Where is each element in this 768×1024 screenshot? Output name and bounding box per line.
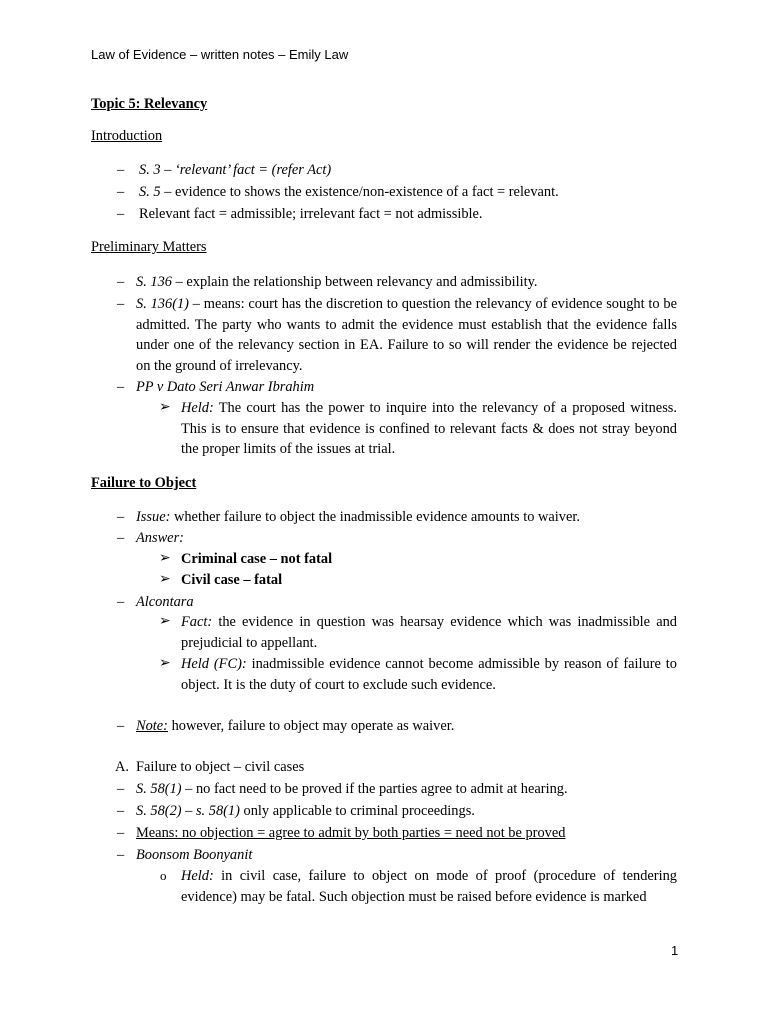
dash-bullet: – xyxy=(117,847,125,863)
s136-1-item: S. 136(1) – means: court has the discretion to question the relevancy of evidence sought to be admitted. The party who wants to admit the evidence must establish that the evidence falls under one of the relevancy section in EA. Failure to so will render the evidence be rejected on the ground of irrelevancy. xyxy=(136,296,677,374)
arrow-bullet-icon: ➢ xyxy=(159,551,171,566)
failure-to-object-heading: Failure to Object xyxy=(91,475,197,491)
intro-item-2: S. 5 – evidence to shows the existence/non-existence of a fact = relevant. xyxy=(139,184,559,200)
arrow-bullet-icon: ➢ xyxy=(159,400,171,415)
alcontara-held: Held (FC): inadmissible evidence cannot become admissible by reason of failure to object. It is the duty of court to exclude such evidence. xyxy=(181,656,677,693)
case-alcontara: Alcontara xyxy=(136,594,194,610)
introduction-heading: Introduction xyxy=(91,128,163,144)
intro-item-3: Relevant fact = admissible; irrelevant fact = not admissible. xyxy=(139,206,483,222)
topic-title: Topic 5: Relevancy xyxy=(91,96,208,112)
dash-bullet: – xyxy=(117,296,125,312)
dash-bullet: – xyxy=(117,379,125,395)
dash-bullet: – xyxy=(117,803,125,819)
s58-2-item: S. 58(2) – s. 58(1) only applicable to criminal proceedings. xyxy=(136,803,475,819)
note-item: Note: however, failure to object may operate as waiver. xyxy=(136,718,455,734)
answer-civil: Civil case – fatal xyxy=(181,572,283,588)
s58-1-item: S. 58(1) – no fact need to be proved if the parties agree to admit at hearing. xyxy=(136,781,568,797)
answer-label: Answer: xyxy=(136,530,184,546)
section-marker: A. xyxy=(115,759,129,775)
s136-item: S. 136 – explain the relationship between relevancy and admissibility. xyxy=(136,274,538,290)
alcontara-fact: Fact: the evidence in question was hearsay evidence which was inadmissible and prejudicial to appellant. xyxy=(181,614,677,651)
intro-item-1: S. 3 – ‘relevant’ fact = (refer Act) xyxy=(139,162,332,178)
case-boonsom-boonyanit: Boonsom Boonyanit xyxy=(136,847,253,863)
boonsom-held: Held: in civil case, failure to object on mode of proof (procedure of tendering evidence) may be fatal. Such objection must be raised before evidence is marked xyxy=(181,868,677,905)
preliminary-heading: Preliminary Matters xyxy=(91,239,207,255)
anwar-held: Held: The court has the power to inquire into the relevancy of a proposed witness. This is to ensure that evidence is confined to relevant facts & does not stray beyond the proper limits of the issues at trial. xyxy=(181,400,677,458)
issue-item: Issue: whether failure to object the inadmissible evidence amounts to waiver. xyxy=(136,509,580,525)
dash-bullet: – xyxy=(117,718,125,734)
means-item: Means: no objection = agree to admit by both parties = need not be proved xyxy=(136,825,566,841)
dash-bullet: – xyxy=(117,825,125,841)
case-anwar-ibrahim: PP v Dato Seri Anwar Ibrahim xyxy=(136,379,315,395)
dash-bullet: – xyxy=(117,162,125,178)
answer-criminal: Criminal case – not fatal xyxy=(181,551,333,567)
arrow-bullet-icon: ➢ xyxy=(159,656,171,671)
dash-bullet: – xyxy=(117,594,125,610)
arrow-bullet-icon: ➢ xyxy=(159,614,171,629)
dash-bullet: – xyxy=(117,781,125,797)
dash-bullet: – xyxy=(117,206,125,222)
dash-bullet: – xyxy=(117,530,125,546)
dash-bullet: – xyxy=(117,184,125,200)
dash-bullet: – xyxy=(117,274,125,290)
arrow-bullet-icon: ➢ xyxy=(159,572,171,587)
dash-bullet: – xyxy=(117,509,125,525)
circle-bullet-icon: o xyxy=(160,868,167,883)
civil-cases-heading: Failure to object – civil cases xyxy=(136,759,305,775)
page-number: 1 xyxy=(671,943,679,958)
page-header: Law of Evidence – written notes – Emily Law xyxy=(91,47,349,62)
